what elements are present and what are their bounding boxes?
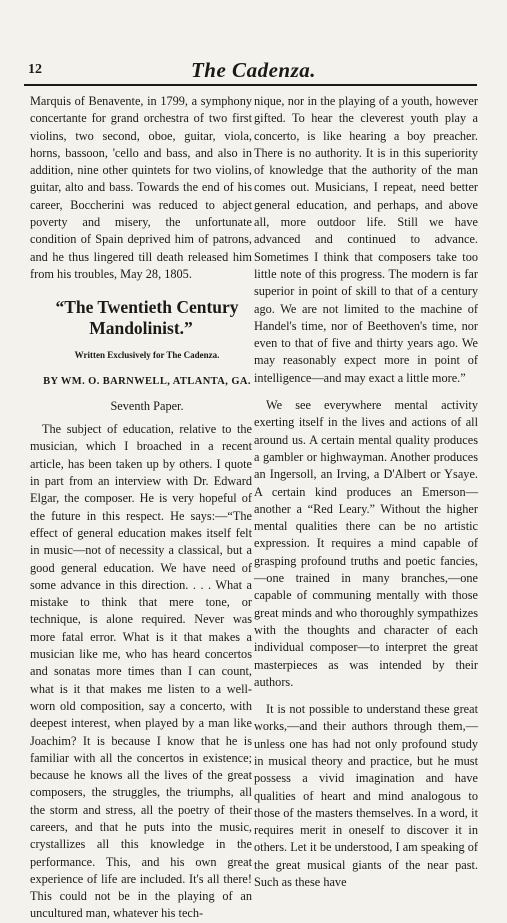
left-opening-paragraph: Marquis of Benavente, in 1799, a symphony concertante for grand orchestra of two first violins, two second, oboe, guitar, viola, horns, bassoon, 'cello and bass, and also in addition, nine other quintets for two violins, guitar, alto and bass. Towards the end of his career, Boccherini was reduced to abject poverty and misery, the unfortunate condition of Spain deprived him of patrons, and he thus lingered till death released him from his troubles, May 28, 1805. — [30, 94, 252, 281]
article-title: “The Twentieth Century Mandolinist.” — [55, 297, 239, 339]
article-heading — [30, 297, 252, 415]
right-paragraph-1: nique, nor in the playing of a youth, however gifted. To hear the cleverest youth play a concerto, is like hearing a boy preacher. There is no authority. It is in this superiority of knowledge that the authority of the man comes out. Musicians, I repeat, need better general education, and perhaps, and above all, more outdoor life. Still we have advanced and continued to advance. Sometimes I think that composers take too little note of this progress. The modern is far superior in point of skill to that of a century ago. We are not limited to the machine of Handel's time, nor of Beethoven's time, nor even to that of five and thirty years ago. We may reasonably expect more in point of intelligence—and may exact a little more.” — [254, 94, 478, 385]
article-subtitle: Written Exclusively for The Cadenza. — [74, 350, 220, 361]
article-body-paragraph: The subject of education, relative to the musician, which I broached in a recent article, has been taken up by others. I quote in part from an interview with Dr. Edward Elgar, the composer. He is very hopeful of the future in this respect. He says:—“The effect of general education makes itself felt in music—not of necessity a classical, but a good general education. We have need of some advance in this direction. . . . What a mistake to think that mere tone, or technique, is alone required. Never was more fatal error. What is it that makes a musician like me, who has heard concertos and sonatas more times than I can count, what is it that makes me listen to a well-worn old composition, say a concerto, with deepest interest, when played by a man like Joachim? It is because I know that he is familiar with all the concertos in existence; because he knows all the lives of the great composers, the struggles, the triumphs, all the storm and stress, all the poetry of their careers, and that he puts into the music, crystallizes all this knowledge in the performance. This, and his own great experience of life are included. It's all there! This could not be in the playing of an uncultured man, whatever his tech- — [30, 422, 252, 921]
article-series: Seventh Paper. — [110, 398, 184, 413]
page-number: 12 — [28, 62, 42, 77]
header-rule — [24, 84, 477, 86]
article-byline: BY WM. O. BARNWELL, ATLANTA, GA. — [43, 375, 251, 387]
right-paragraph-3: It is not possible to understand these great works,—and their authors through them,—unless one has had not only profound study in musical theory and practice, but he must possess a vivid imagination and have qualities of heart and mind analogous to those of the masters themselves. In a word, it requires merit in oneself to discover it in others. Let it be understood, I am speaking of the great musical giants of the near past. Such as these have — [254, 702, 478, 890]
left-column — [30, 93, 252, 923]
right-paragraph-2: We see everywhere mental activity exerting itself in the lives and actions of all around us. A certain mental quality produces a gambler or highwayman. Another produces an Ingersoll, an Irving, a D'Albert or Ysaye. A certain kind produces an Emerson—another a “Red Leary.” Without the higher mental qualities there can be no artistic expression. It requires a mind capable of grasping profound truths and poetic fancies,—one trained in many branches,—one capable of communing mentally with those great minds and who thoroughly sympathizes with the thoughts and character of each individual composer—to interpret the great masterpieces as was intended by their authors. — [254, 398, 478, 689]
running-head-title: The Cadenza. — [190, 58, 316, 82]
right-column — [254, 93, 478, 891]
